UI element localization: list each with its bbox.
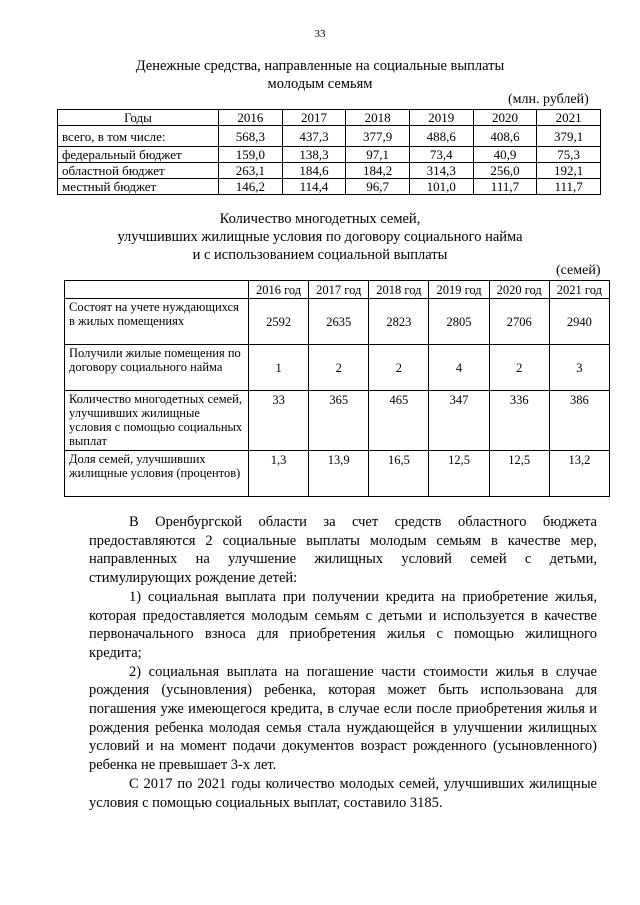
table-cell: 12,5 (489, 451, 549, 497)
table-row (58, 179, 601, 195)
header-cell (65, 281, 249, 299)
table-large-families (64, 280, 610, 497)
table-cell: 2635 (309, 299, 369, 345)
paragraph: В Оренбургской области за счет средств областного бюджета предоставляются 2 социальные выплаты молодым семьям в качестве мер, направленных на улучшение жилищных условий семей с детьми, стимулирующих рождение детей: (89, 514, 597, 587)
header-cell: 2020 год (489, 281, 549, 299)
row-label: областной бюджет (58, 163, 219, 179)
table-cell: 2940 (549, 299, 609, 345)
table-cell: 1 (249, 345, 309, 391)
row-label: местный бюджет (58, 179, 219, 195)
table-row (65, 451, 610, 497)
table-cell: 347 (429, 391, 489, 451)
table-cell: 184,6 (282, 163, 346, 179)
table-cell: 114,4 (282, 179, 346, 195)
table-cell: 146,2 (219, 179, 283, 195)
table-cell: 365 (309, 391, 369, 451)
header-cell: 2017 (282, 110, 346, 126)
table-cell: 73,4 (409, 147, 473, 163)
table-cell: 101,0 (409, 179, 473, 195)
table-cell: 184,2 (346, 163, 410, 179)
table2-title-line1: Количество многодетных семей, (219, 211, 421, 227)
table-row (58, 147, 601, 163)
table-cell: 111,7 (537, 179, 601, 195)
table-cell: 75,3 (537, 147, 601, 163)
table-cell: 568,3 (219, 126, 283, 147)
row-label: Доля семей, улучшивших жилищные условия (процентов) (65, 451, 249, 497)
header-cell: 2018 год (369, 281, 429, 299)
table2-unit: (семей) (556, 263, 601, 278)
header-cell: 2016 год (249, 281, 309, 299)
header-cell: 2021 (537, 110, 601, 126)
table-cell: 2823 (369, 299, 429, 345)
row-label: Получили жилые помещения по договору социального найма (65, 345, 249, 391)
table-cell: 96,7 (346, 179, 410, 195)
table-cell: 256,0 (473, 163, 537, 179)
table-cell: 192,1 (537, 163, 601, 179)
table1-title-line1: Денежные средства, направленные на социальные выплаты (135, 58, 505, 74)
table-cell: 377,9 (346, 126, 410, 147)
table-cell: 2 (369, 345, 429, 391)
table-cell: 2592 (249, 299, 309, 345)
table-cell: 159,0 (219, 147, 283, 163)
table-cell: 97,1 (346, 147, 410, 163)
table1-title-line2: молодым семьям (267, 76, 373, 92)
header-cell: 2017 год (309, 281, 369, 299)
table-cell: 336 (489, 391, 549, 451)
table-row (65, 391, 610, 451)
table-cell: 4 (429, 345, 489, 391)
table-cell: 437,3 (282, 126, 346, 147)
header-cell: 2021 год (549, 281, 609, 299)
row-label: федеральный бюджет (58, 147, 219, 163)
table1-unit: (млн. рублей) (508, 92, 589, 107)
table-cell: 13,9 (309, 451, 369, 497)
row-label: Количество многодетных семей, улучшивших жилищные условия с помощью социальных выплат (65, 391, 249, 451)
table-cell: 2 (309, 345, 369, 391)
table-cell: 111,7 (473, 179, 537, 195)
table-row (65, 345, 610, 391)
paragraph: 1) социальная выплата при получении кредита на приобретение жилья, которая предоставляется молодым семьям с детьми и используется в качестве первоначального взноса для приобретения жилья с помощью жилищного кредита; (89, 588, 597, 661)
table-cell: 465 (369, 391, 429, 451)
table-cell: 2706 (489, 299, 549, 345)
table-row (58, 163, 601, 179)
table-row (65, 299, 610, 345)
table2-title-line3: и с использованием социальной выплаты (192, 247, 448, 263)
header-cell: 2020 (473, 110, 537, 126)
paragraph: С 2017 по 2021 годы количество молодых семей, улучшивших жилищные условия с помощью социальных выплат, составило 3185. (89, 775, 597, 811)
table-money (57, 109, 601, 195)
header-cell: 2019 (409, 110, 473, 126)
table-cell: 386 (549, 391, 609, 451)
table-row (58, 126, 601, 147)
table-cell: 12,5 (429, 451, 489, 497)
table-cell: 3 (549, 345, 609, 391)
table-cell: 488,6 (409, 126, 473, 147)
body-text (89, 513, 597, 812)
row-label: Состоят на учете нуждающихся в жилых помещениях (65, 299, 249, 345)
table-cell: 379,1 (537, 126, 601, 147)
table-header-row (65, 281, 610, 299)
table2-title-line2: улучшивших жилищные условия по договору социального найма (117, 229, 523, 245)
table-cell: 33 (249, 391, 309, 451)
table-cell: 314,3 (409, 163, 473, 179)
table-cell: 408,6 (473, 126, 537, 147)
table-header-row (58, 110, 601, 126)
row-label: всего, в том числе: (58, 126, 219, 147)
table-cell: 2805 (429, 299, 489, 345)
table-cell: 40,9 (473, 147, 537, 163)
table-cell: 138,3 (282, 147, 346, 163)
table-cell: 13,2 (549, 451, 609, 497)
header-cell: Годы (58, 110, 219, 126)
paragraph: 2) социальная выплата на погашение части стоимости жилья в случае рождения (усыновления) ребенка, которая может быть использована для погашения уже имеющегося кредита, в случае если после приобретения жилья и рождения ребенка молодая семья стала нуждающейся в улучшении жилищных условий и на момент подачи документов возраст рожденного (усыновленного) ребенка не превышает 3-х лет. (89, 663, 597, 774)
page-number: 33 (314, 28, 326, 40)
table-cell: 2 (489, 345, 549, 391)
table-cell: 1,3 (249, 451, 309, 497)
header-cell: 2018 (346, 110, 410, 126)
header-cell: 2016 (219, 110, 283, 126)
table-cell: 263,1 (219, 163, 283, 179)
table-cell: 16,5 (369, 451, 429, 497)
header-cell: 2019 год (429, 281, 489, 299)
